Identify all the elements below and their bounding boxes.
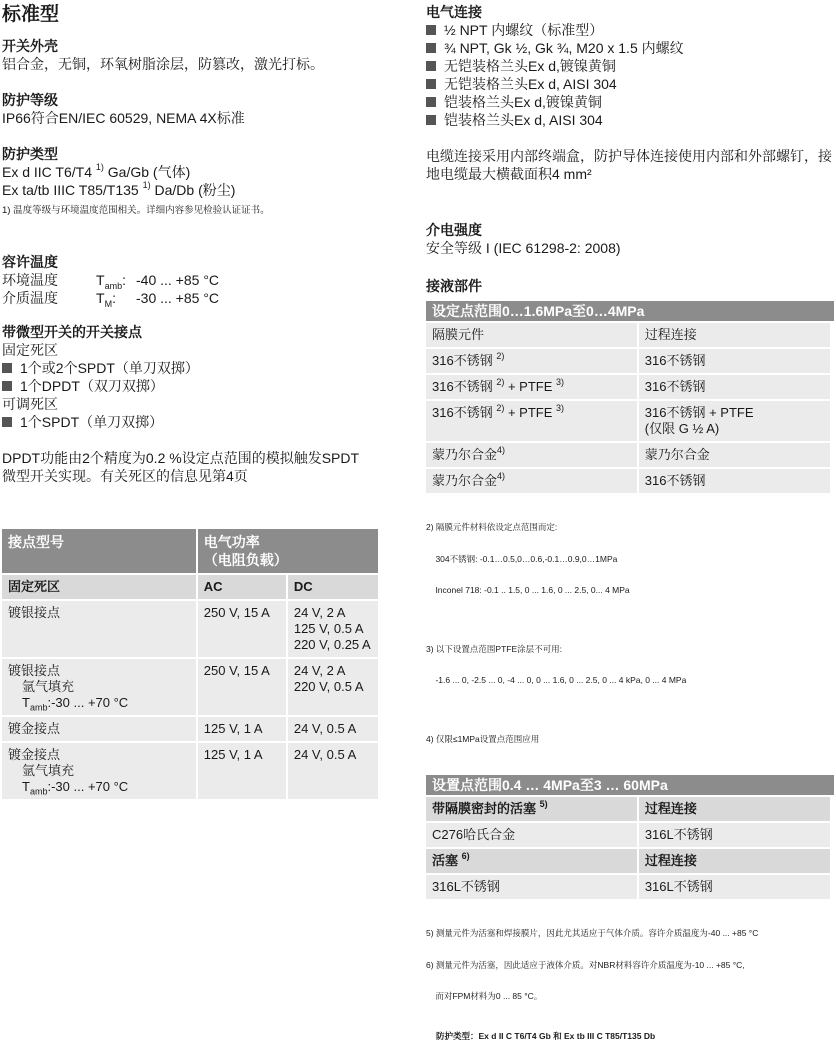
table-row <box>426 875 830 899</box>
wetted-table-1 <box>424 321 832 495</box>
bullet-square-icon <box>2 417 12 427</box>
table-subheader-cell: 带隔膜密封的活塞 $^{5)}$ <box>426 797 637 821</box>
table-subheader-cell: 活塞 $^{6)}$ <box>426 849 637 873</box>
table1-title-bar: 设定点范围0…1.6MPa至0…4MPa <box>426 301 834 321</box>
table-cell: 125 V, 1 A <box>198 743 286 799</box>
table-cell: 250 V, 15 A <box>198 659 286 715</box>
table-header-cell: 过程连接 <box>639 323 830 347</box>
ingress-text: IP66符合EN/IEC 60529, NEMA 4X标准 <box>2 110 245 126</box>
ingress-section <box>2 91 402 127</box>
wetted-heading: 接液部件 <box>426 278 482 294</box>
table-row <box>2 717 378 741</box>
page-title: 标准型 <box>2 4 60 25</box>
list-item: 1个DPDT（双刀双掷） <box>2 377 402 395</box>
table-cell: 镀金接点 <box>2 717 196 741</box>
table-header-cell: 隔膜元件 <box>426 323 637 347</box>
table-subheader-row <box>2 575 378 599</box>
table-subheader-cell: 固定死区 <box>2 575 196 599</box>
electrical-heading: 电气连接 <box>426 4 482 20</box>
table-cell: 24 V, 0.5 A <box>288 743 378 799</box>
table-cell: 316不锈钢 <box>639 349 830 373</box>
housing-section <box>2 37 402 73</box>
table-row <box>426 349 830 373</box>
table-row <box>2 659 378 715</box>
bullet-square-icon <box>2 363 12 373</box>
table-header-cell: 接点型号 <box>2 529 196 573</box>
table-cell: 316L不锈钢 <box>426 875 637 899</box>
contact-table <box>0 527 380 801</box>
ambient-temp-row: 环境温度 $T_{amb}$: -40 ... +85 °C <box>2 272 220 291</box>
table2-footnotes: 5) 测量元件为活塞和焊接膜片，因此尤其适应于气体介质。容许介质温度为-40 ... +85 °C 6) 测量元件为活塞，因此适应于液体介质。对NBR材料容许介质温度为-10 ... +85 °C, 而对FPM材料为0 ... 85 °C。 <box>426 928 759 1001</box>
medium-temp-row: 介质温度 $T_M$: -30 ... +85 °C <box>2 290 220 309</box>
table-header-row <box>426 323 830 347</box>
table-cell: 250 V, 15 A <box>198 601 286 657</box>
table-subheader-cell: AC <box>198 575 286 599</box>
table-cell: 125 V, 1 A <box>198 717 286 741</box>
protection-heading: 防护类型 <box>2 146 58 162</box>
table-subheader-cell: 过程连接 <box>639 849 830 873</box>
table-row <box>426 469 830 493</box>
table-cell: 316不锈钢 <box>639 375 830 399</box>
table-cell: 316不锈钢 $^{2)}$ + PTFE $^{3)}$ <box>426 401 637 441</box>
dielectric-heading: 介电强度 <box>426 222 482 238</box>
bullet-square-icon <box>426 61 436 71</box>
contacts-heading: 带微型开关的开关接点 <box>2 324 142 340</box>
table-cell: 316L不锈钢 <box>639 875 830 899</box>
dielectric-section <box>426 221 834 257</box>
temps-section <box>2 253 402 307</box>
table1-footnotes: 2) 隔膜元件材料依设定点范围而定: 304不锈钢: -0.1…0.5,0…0.6,-0.1…0.9,0…1MPa Inconel 718: -0.1 .. 1.5, 0 ... 1.6, 0 ... 2.5, 0... 4 MPa 3) 以下设置点范围PTFE涂层不可用: -1.6 ... 0, -2.5 ... 0, -4 ... 0, 0 ... 1.6, 0 ... 2.5, 0 ... 4 kPa, 0 ... 4 MPa 4) 仅限≤1MPa设置点范围应用 <box>426 522 687 744</box>
table-cell: 24 V, 2 A 220 V, 0.5 A <box>288 659 378 715</box>
table-cell: 蒙乃尔合金$^{4)}$ <box>426 443 637 467</box>
table-cell: 316不锈钢 + PTFE (仅限 G ½ A) <box>639 401 830 441</box>
table-cell: 24 V, 2 A 125 V, 0.5 A 220 V, 0.25 A <box>288 601 378 657</box>
protection-footnote: 1) 温度等级与环境温度范围相关。详细内容参见检验认证证书。 <box>2 205 270 216</box>
table2-title-bar: 设置点范围0.4 … 4MPa至3 … 60MPa <box>426 775 834 795</box>
housing-text: 铝合金，无铜，环氧树脂涂层，防篡改，激光打标。 <box>2 56 324 72</box>
table-row <box>426 375 830 399</box>
bullet-square-icon <box>426 25 436 35</box>
table-cell: 蒙乃尔合金$^{4)}$ <box>426 469 637 493</box>
table-subheader-cell: 过程连接 <box>639 797 830 821</box>
protection-gas: Ex d IIC T6/T4 $^{1)}$ Ga/Gb (气体) <box>2 162 191 180</box>
housing-heading: 开关外壳 <box>2 38 58 54</box>
list-item: 1个或2个SPDT（单刀双掷） <box>2 359 402 377</box>
bullet-square-icon <box>426 79 436 89</box>
right-column <box>426 0 834 1042</box>
table-cell: 316不锈钢 $^{2)}$ <box>426 349 637 373</box>
left-column <box>2 0 402 801</box>
list-item: 铠装格兰头Ex d, AISI 304 <box>426 111 834 129</box>
table-subheader-cell: DC <box>288 575 378 599</box>
dpdt-paragraph: DPDT功能由2个精度为0.2 %设定点范围的模拟触发SPDT微型开关实现。有关死区的信息见第4页 <box>2 450 360 484</box>
list-item: 铠装格兰头Ex d,镀镍黄铜 <box>426 93 834 111</box>
fixed-deadband-label: 固定死区 <box>2 342 58 358</box>
table-cell: 316不锈钢 <box>639 469 830 493</box>
table-cell: 24 V, 0.5 A <box>288 717 378 741</box>
table-row <box>426 401 830 441</box>
temps-heading: 容许温度 <box>2 254 58 270</box>
protection-dust: Ex ta/tb IIIC T85/T135 $^{1)}$ Da/Db (粉尘) <box>2 180 236 198</box>
list-item: 无铠装格兰头Ex d,镀镍黄铜 <box>426 57 834 75</box>
bullet-square-icon <box>426 115 436 125</box>
table-header-cell: 电气功率 （电阻负载） <box>198 529 378 573</box>
electrical-paragraph: 电缆连接采用内部终端盒，防护导体连接使用内部和外部螺钉，接地电缆最大横截面积4 mm² <box>426 148 832 182</box>
dielectric-text: 安全等级 I (IEC 61298-2: 2008) <box>426 240 621 256</box>
bullet-square-icon <box>2 381 12 391</box>
table-header-row <box>2 529 378 573</box>
table-cell: 镀银接点 <box>2 601 196 657</box>
table-row <box>2 601 378 657</box>
protection-section <box>2 145 402 217</box>
table-subheader-row <box>426 849 830 873</box>
list-item: ¾ NPT, Gk ½, Gk ¾, M20 x 1.5 内螺纹 <box>426 39 834 57</box>
protection-type-note: 防护类型：Ex d II C T6/T4 Gb 和 Ex tb III C T85/T135 Db <box>436 1030 656 1041</box>
table-cell: 316不锈钢 $^{2)}$ + PTFE $^{3)}$ <box>426 375 637 399</box>
list-item: 无铠装格兰头Ex d, AISI 304 <box>426 75 834 93</box>
ingress-heading: 防护等级 <box>2 92 58 108</box>
table-subheader-row <box>426 797 830 821</box>
table-cell: 蒙乃尔合金 <box>639 443 830 467</box>
table-cell: 镀银接点 氩气填充 $T_{amb}:-30$ ... +70 °C <box>2 659 196 715</box>
table-row <box>426 823 830 847</box>
bullet-square-icon <box>426 43 436 53</box>
table-row <box>2 743 378 799</box>
table-cell: C276哈氏合金 <box>426 823 637 847</box>
table-cell: 316L不锈钢 <box>639 823 830 847</box>
bullet-square-icon <box>426 97 436 107</box>
list-item: 1个SPDT（单刀双掷） <box>2 413 402 431</box>
contacts-section <box>2 323 402 431</box>
wetted-table-2 <box>424 795 832 901</box>
table-row <box>426 443 830 467</box>
table-cell: 镀金接点 氩气填充 $T_{amb}:-30$ ... +70 °C <box>2 743 196 799</box>
list-item: ½ NPT 内螺纹（标准型） <box>426 21 834 39</box>
adjustable-deadband-label: 可调死区 <box>2 396 58 412</box>
